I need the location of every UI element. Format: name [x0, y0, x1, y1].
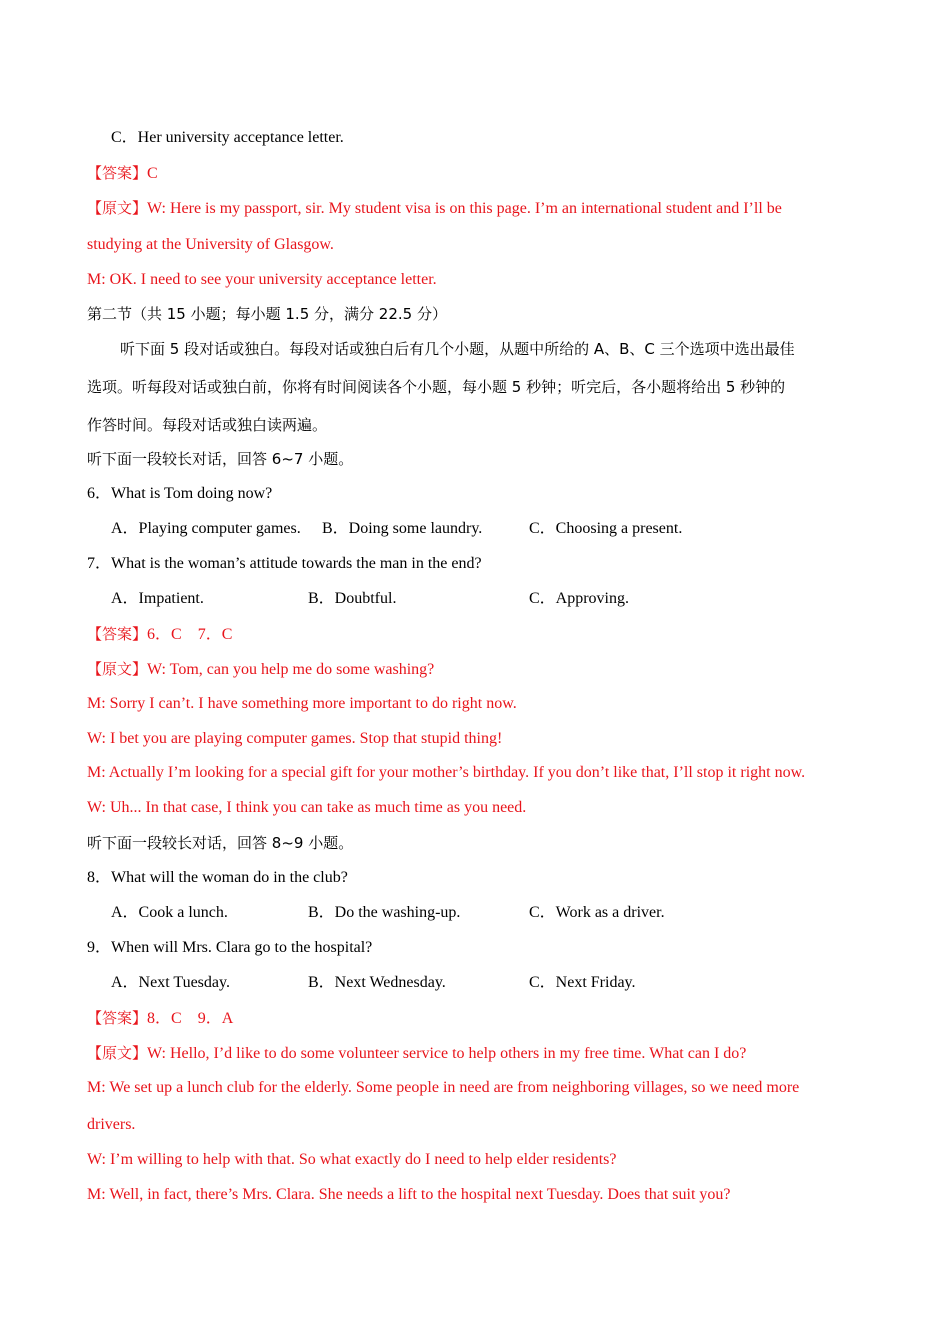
q7-option-c: C．Approving.	[529, 590, 630, 607]
q8-option-b: B．Do the washing-up.	[308, 904, 461, 921]
script-g2-line3: drivers.	[87, 1116, 136, 1133]
section-heading: 第二节（共 15 小题；每小题 1.5 分，满分 22.5 分）	[87, 305, 447, 323]
q6-option-a: A．Playing computer games.	[111, 520, 301, 537]
script-label: 【原文】	[87, 199, 148, 217]
script-q5-line2: studying at the University of Glasgow.	[87, 236, 334, 253]
q7-option-a: A．Impatient.	[111, 590, 204, 607]
q9-option-a: A．Next Tuesday.	[111, 974, 230, 991]
script-g2-line2: M: We set up a lunch club for the elderly. Some people in need are from neighboring villages, so we need more	[87, 1079, 800, 1096]
answer-value: 6．C 7．C	[147, 626, 233, 643]
answer-label: 【答案】	[87, 164, 148, 182]
question-9: 9．When will Mrs. Clara go to the hospital?	[87, 939, 373, 956]
instructions-line3: 作答时间。每段对话或独白读两遍。	[87, 416, 328, 434]
q7-option-b: B．Doubtful.	[308, 590, 397, 607]
answer-label: 【答案】	[87, 1009, 148, 1027]
script-g1-line3: W: I bet you are playing computer games. Stop that stupid thing!	[87, 730, 503, 747]
q6-option-c: C．Choosing a present.	[529, 520, 683, 537]
question-6: 6．What is Tom doing now?	[87, 485, 273, 502]
script-g2-line5: M: Well, in fact, there’s Mrs. Clara. She needs a lift to the hospital next Tuesday. Does that suit you?	[87, 1186, 731, 1203]
group2-intro: 听下面一段较长对话，回答 8~9 小题。	[87, 834, 354, 852]
script-q5-line3: M: OK. I need to see your university acceptance letter.	[87, 271, 437, 288]
instructions-line2: 选项。听每段对话或独白前，你将有时间阅读各个小题，每小题 5 秒钟；听完后，各小题将给出 5 秒钟的	[87, 378, 786, 396]
script-label: 【原文】	[87, 660, 148, 678]
script-g1-line2: M: Sorry I can’t. I have something more important to do right now.	[87, 695, 517, 712]
script-label: 【原文】	[87, 1044, 148, 1062]
script-text: W: Here is my passport, sir. My student visa is on this page. I’m an international student and I’ll be	[147, 200, 782, 217]
question-8: 8．What will the woman do in the club?	[87, 869, 348, 886]
q9-option-c: C．Next Friday.	[529, 974, 636, 991]
q9-option-b: B．Next Wednesday.	[308, 974, 446, 991]
script-g2-line1	[87, 1043, 746, 1064]
script-g2-line4: W: I’m willing to help with that. So what exactly do I need to help elder residents?	[87, 1151, 617, 1168]
answer-value: 8．C 9．A	[147, 1010, 234, 1027]
script-text: W: Tom, can you help me do some washing?	[147, 661, 435, 678]
answer-label: 【答案】	[87, 625, 148, 643]
script-q5-line1	[87, 198, 782, 219]
q8-option-c: C．Work as a driver.	[529, 904, 665, 921]
script-g1-line5: W: Uh... In that case, I think you can take as much time as you need.	[87, 799, 527, 816]
answer-q8-9	[87, 1008, 233, 1029]
answer-value: C	[147, 165, 158, 182]
q5-option-c: C．Her university acceptance letter.	[111, 129, 344, 146]
instructions-line1: 听下面 5 段对话或独白。每段对话或独白后有几个小题，从题中所给的 A、B、C 三个选项中选出最佳	[120, 340, 795, 358]
answer-q5	[87, 163, 158, 184]
question-7: 7．What is the woman’s attitude towards the man in the end?	[87, 555, 482, 572]
group1-intro: 听下面一段较长对话，回答 6~7 小题。	[87, 450, 354, 468]
script-g1-line4: M: Actually I’m looking for a special gift for your mother’s birthday. If you don’t like that, I’ll stop it right now.	[87, 764, 806, 781]
script-text: W: Hello, I’d like to do some volunteer service to help others in my free time. What can I do?	[147, 1045, 747, 1062]
q8-option-a: A．Cook a lunch.	[111, 904, 228, 921]
answer-q6-7	[87, 624, 232, 645]
script-g1-line1	[87, 659, 434, 680]
q6-option-b: B．Doing some laundry.	[322, 520, 483, 537]
